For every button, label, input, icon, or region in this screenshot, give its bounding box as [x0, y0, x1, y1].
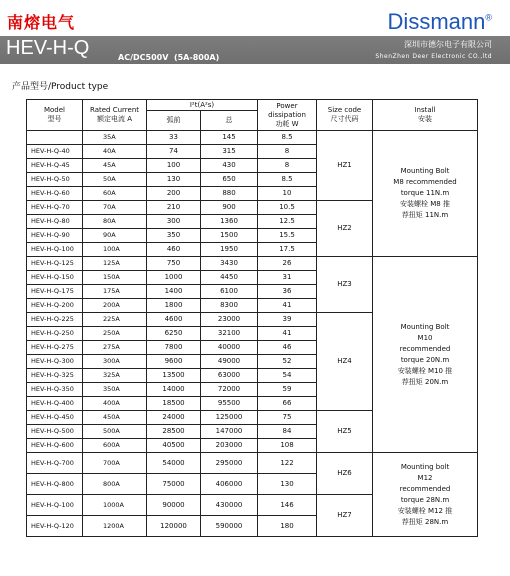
cell-i2t-prearc: 75000: [147, 474, 201, 495]
cell-i2t-prearc: 9600: [147, 355, 201, 369]
rating-subtitle: AC/DC500V (5A-800A): [118, 53, 220, 62]
cell-rated-current: 1200A: [83, 516, 147, 537]
cell-model: HEV-H-Q-125: [27, 257, 83, 271]
cell-rated-current: 45A: [83, 159, 147, 173]
cell-model: HEV-H-Q-200: [27, 299, 83, 313]
cell-power: 41: [258, 327, 317, 341]
cell-power: 8.5: [258, 173, 317, 187]
header-i2t-total: 总: [201, 111, 258, 131]
cell-power: 8: [258, 145, 317, 159]
cell-install-note: Mounting Bolt M8 recommended torque 11N.m 安装螺栓 M8 推 荐扭矩 11N.m: [373, 131, 478, 257]
cell-i2t-total: 145: [201, 131, 258, 145]
cell-model: HEV-H-Q-70: [27, 201, 83, 215]
cell-i2t-prearc: 33: [147, 131, 201, 145]
cell-i2t-total: 23000: [201, 313, 258, 327]
cell-i2t-prearc: 210: [147, 201, 201, 215]
cell-i2t-prearc: 120000: [147, 516, 201, 537]
cell-model: HEV-H-Q-325: [27, 369, 83, 383]
cell-power: 75: [258, 411, 317, 425]
cell-model: HEV-H-Q-50: [27, 173, 83, 187]
cell-power: 108: [258, 439, 317, 453]
cell-model: HEV-H-Q-225: [27, 313, 83, 327]
cell-i2t-prearc: 1400: [147, 285, 201, 299]
cell-i2t-total: 4450: [201, 271, 258, 285]
cell-i2t-prearc: 13500: [147, 369, 201, 383]
cell-rated-current: 400A: [83, 397, 147, 411]
cell-i2t-prearc: 200: [147, 187, 201, 201]
cell-model: HEV-H-Q-100: [27, 495, 83, 516]
model-title: HEV-H-Q: [6, 37, 90, 59]
cell-i2t-prearc: 4600: [147, 313, 201, 327]
cell-i2t-total: 203000: [201, 439, 258, 453]
cell-power: 46: [258, 341, 317, 355]
cell-model: HEV-H-Q-175: [27, 285, 83, 299]
cell-model: [27, 131, 83, 145]
cell-i2t-total: 6100: [201, 285, 258, 299]
cell-model: HEV-H-Q-120: [27, 516, 83, 537]
company-name-cn: 深圳市德尔电子有限公司: [404, 40, 492, 49]
cell-i2t-prearc: 40500: [147, 439, 201, 453]
cell-rated-current: 700A: [83, 453, 147, 474]
dissmann-logo: [388, 9, 492, 35]
cell-size-code: HZ5: [317, 411, 373, 453]
cell-power: 15.5: [258, 229, 317, 243]
cell-power: 26: [258, 257, 317, 271]
cell-model: HEV-H-Q-300: [27, 355, 83, 369]
cell-i2t-total: 590000: [201, 516, 258, 537]
table-row: [27, 453, 478, 474]
cell-model: HEV-H-Q-450: [27, 411, 83, 425]
cell-i2t-total: 900: [201, 201, 258, 215]
cell-rated-current: 150A: [83, 271, 147, 285]
cell-rated-current: 600A: [83, 439, 147, 453]
cell-i2t-prearc: 28500: [147, 425, 201, 439]
cell-install-note: Mounting Bolt M10 recommended torque 20N.m 安装螺栓 M10 推 荐扭矩 20N.m: [373, 257, 478, 453]
header-bar: [0, 36, 510, 64]
cell-model: HEV-H-Q-60: [27, 187, 83, 201]
cell-install-note: Mounting bolt M12 recommended torque 28N.m 安装螺栓 M12 推 荐扭矩 28N.m: [373, 453, 478, 537]
cell-rated-current: 200A: [83, 299, 147, 313]
cell-power: 41: [258, 299, 317, 313]
cell-rated-current: 450A: [83, 411, 147, 425]
header-model: Model 型号: [27, 100, 83, 131]
table-row: [27, 257, 478, 271]
cell-size-code: HZ7: [317, 495, 373, 537]
cell-power: 31: [258, 271, 317, 285]
cell-rated-current: 125A: [83, 257, 147, 271]
cell-i2t-total: 430: [201, 159, 258, 173]
cell-power: 52: [258, 355, 317, 369]
cell-rated-current: 250A: [83, 327, 147, 341]
cell-rated-current: 225A: [83, 313, 147, 327]
cell-i2t-prearc: 54000: [147, 453, 201, 474]
cell-i2t-total: 40000: [201, 341, 258, 355]
cell-i2t-total: 880: [201, 187, 258, 201]
cell-power: 8: [258, 159, 317, 173]
cell-i2t-prearc: 24000: [147, 411, 201, 425]
header-i2t: I²t(A²s): [147, 100, 258, 111]
registered-mark: ®: [485, 12, 492, 23]
cell-i2t-total: 8300: [201, 299, 258, 313]
cell-i2t-prearc: 100: [147, 159, 201, 173]
cell-rated-current: 500A: [83, 425, 147, 439]
cell-rated-current: 80A: [83, 215, 147, 229]
brand-name-cn: 南熔电气: [7, 13, 76, 32]
header-power-dissipation: Power dissipation 功耗 W: [258, 100, 317, 131]
cell-i2t-total: 1500: [201, 229, 258, 243]
cell-rated-current: 1000A: [83, 495, 147, 516]
cell-i2t-prearc: 1800: [147, 299, 201, 313]
cell-i2t-total: 125000: [201, 411, 258, 425]
cell-i2t-total: 72000: [201, 383, 258, 397]
cell-size-code: HZ1: [317, 131, 373, 201]
cell-model: HEV-H-Q-500: [27, 425, 83, 439]
cell-i2t-total: 63000: [201, 369, 258, 383]
header-i2t-prearc: 弧前: [147, 111, 201, 131]
table-row: [27, 131, 478, 145]
header-install: Install 安装: [373, 100, 478, 131]
header-rated-current: Rated Current 额定电流 A: [83, 100, 147, 131]
cell-model: HEV-H-Q-600: [27, 439, 83, 453]
cell-i2t-prearc: 130: [147, 173, 201, 187]
cell-model: HEV-H-Q-40: [27, 145, 83, 159]
cell-power: 180: [258, 516, 317, 537]
cell-power: 59: [258, 383, 317, 397]
cell-rated-current: 275A: [83, 341, 147, 355]
cell-i2t-prearc: 90000: [147, 495, 201, 516]
cell-power: 36: [258, 285, 317, 299]
cell-model: HEV-H-Q-80: [27, 215, 83, 229]
cell-power: 12.5: [258, 215, 317, 229]
cell-rated-current: 100A: [83, 243, 147, 257]
product-spec-table: [26, 99, 478, 537]
company-name-en: ShenZhen Deer Electronic CO.,ltd: [375, 53, 492, 60]
cell-i2t-prearc: 300: [147, 215, 201, 229]
cell-i2t-prearc: 74: [147, 145, 201, 159]
cell-model: HEV-H-Q-90: [27, 229, 83, 243]
cell-i2t-total: 295000: [201, 453, 258, 474]
cell-rated-current: 175A: [83, 285, 147, 299]
cell-rated-current: 300A: [83, 355, 147, 369]
cell-model: HEV-H-Q-800: [27, 474, 83, 495]
cell-rated-current: 90A: [83, 229, 147, 243]
cell-power: 17.5: [258, 243, 317, 257]
cell-i2t-total: 315: [201, 145, 258, 159]
cell-model: HEV-H-Q-250: [27, 327, 83, 341]
section-title: 产品型号/Product type: [12, 82, 109, 92]
cell-i2t-prearc: 6250: [147, 327, 201, 341]
cell-power: 66: [258, 397, 317, 411]
cell-model: HEV-H-Q-275: [27, 341, 83, 355]
cell-i2t-prearc: 750: [147, 257, 201, 271]
cell-i2t-total: 1950: [201, 243, 258, 257]
logo-text: Dissmann: [387, 9, 486, 34]
cell-i2t-prearc: 18500: [147, 397, 201, 411]
cell-i2t-total: 147000: [201, 425, 258, 439]
cell-size-code: HZ2: [317, 201, 373, 257]
cell-i2t-prearc: 14000: [147, 383, 201, 397]
cell-rated-current: 325A: [83, 369, 147, 383]
cell-power: 54: [258, 369, 317, 383]
cell-power: 146: [258, 495, 317, 516]
cell-power: 10: [258, 187, 317, 201]
cell-i2t-prearc: 7800: [147, 341, 201, 355]
cell-rated-current: 800A: [83, 474, 147, 495]
cell-i2t-total: 650: [201, 173, 258, 187]
cell-i2t-prearc: 350: [147, 229, 201, 243]
cell-rated-current: 40A: [83, 145, 147, 159]
cell-rated-current: 35A: [83, 131, 147, 145]
cell-power: 8.5: [258, 131, 317, 145]
cell-power: 39: [258, 313, 317, 327]
cell-rated-current: 60A: [83, 187, 147, 201]
cell-power: 122: [258, 453, 317, 474]
cell-rated-current: 50A: [83, 173, 147, 187]
cell-power: 10.5: [258, 201, 317, 215]
cell-i2t-total: 1360: [201, 215, 258, 229]
cell-model: HEV-H-Q-45: [27, 159, 83, 173]
cell-model: HEV-H-Q-400: [27, 397, 83, 411]
cell-power: 130: [258, 474, 317, 495]
cell-i2t-total: 430000: [201, 495, 258, 516]
cell-rated-current: 350A: [83, 383, 147, 397]
cell-model: HEV-H-Q-350: [27, 383, 83, 397]
cell-i2t-total: 3430: [201, 257, 258, 271]
cell-i2t-total: 32100: [201, 327, 258, 341]
cell-size-code: HZ4: [317, 313, 373, 411]
cell-model: HEV-H-Q-700: [27, 453, 83, 474]
cell-i2t-prearc: 460: [147, 243, 201, 257]
cell-i2t-total: 49000: [201, 355, 258, 369]
cell-model: HEV-H-Q-150: [27, 271, 83, 285]
cell-model: HEV-H-Q-100: [27, 243, 83, 257]
cell-power: 84: [258, 425, 317, 439]
cell-size-code: HZ3: [317, 257, 373, 313]
cell-size-code: HZ6: [317, 453, 373, 495]
header-size-code: Size code 尺寸代码: [317, 100, 373, 131]
cell-i2t-prearc: 1000: [147, 271, 201, 285]
cell-i2t-total: 406000: [201, 474, 258, 495]
cell-i2t-total: 95500: [201, 397, 258, 411]
cell-rated-current: 70A: [83, 201, 147, 215]
